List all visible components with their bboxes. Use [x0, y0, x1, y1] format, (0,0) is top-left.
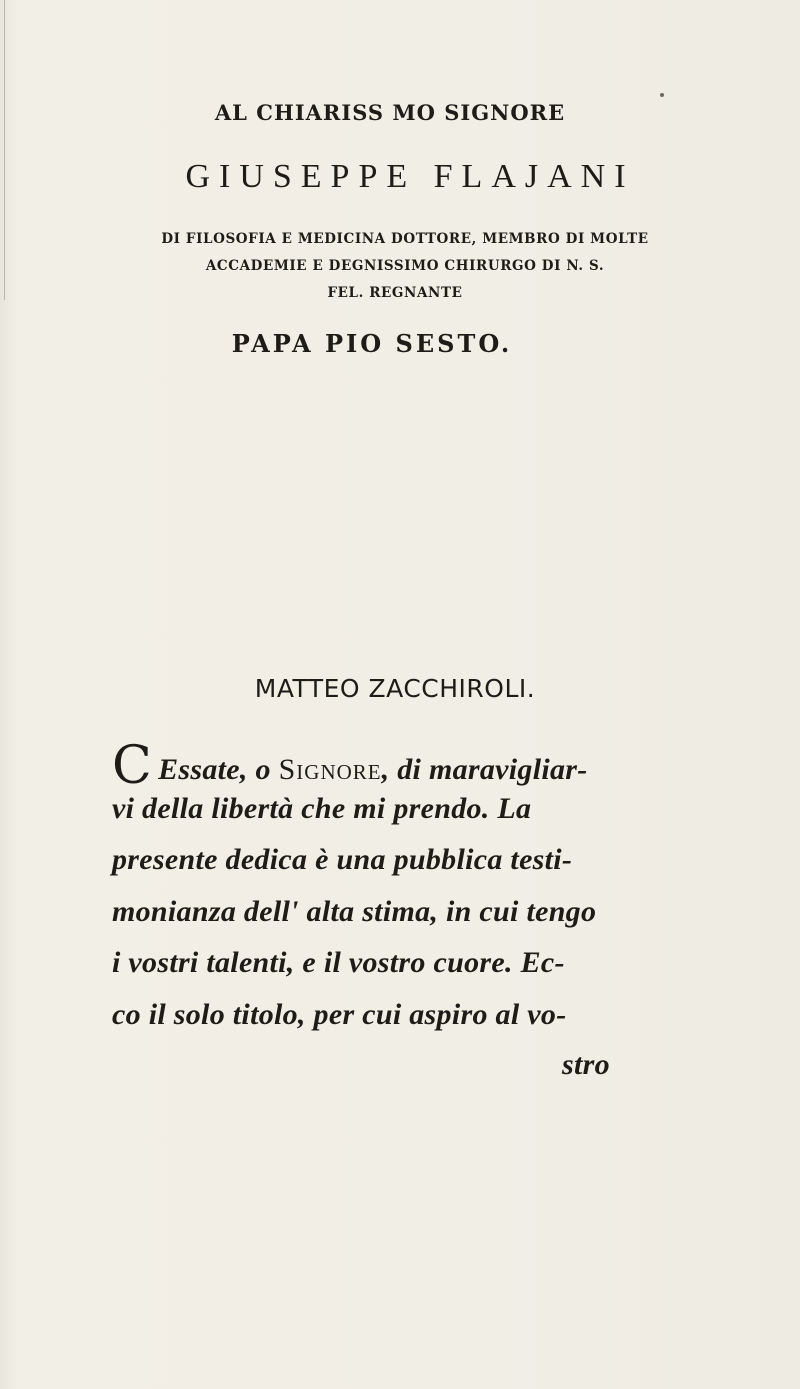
pope-title: PAPA PIO SESTO. — [231, 329, 513, 358]
dedication-salutation: AL CHIARISS MO SIGNORE — [214, 100, 566, 125]
drop-cap: C — [112, 736, 153, 796]
ink-spot — [660, 93, 664, 97]
body-line-1-start: Essate, o — [158, 753, 279, 786]
body-line-1 — [112, 736, 588, 796]
page-edge — [4, 0, 5, 300]
credentials-line-2: ACCADEMIE E DEGNISSIMO CHIRURGO DI N. S. — [205, 258, 605, 274]
body-line-1-end: , di maravigliar- — [381, 753, 588, 786]
body-line-4: monianza dell' alta stima, in cui tengo — [112, 895, 597, 928]
body-line-5: i vostri talenti, e il vostro cuore. Ec- — [112, 946, 565, 979]
dedicatee-name: GIUSEPPE FLAJANI — [185, 158, 635, 195]
author-name: MATTEO ZACCHIROLI. — [254, 674, 536, 703]
body-line-6: co il solo titolo, per cui aspiro al vo- — [112, 998, 567, 1031]
body-line-2: vi della libertà che mi prendo. La — [112, 792, 532, 825]
catchword: stro — [562, 1048, 610, 1081]
body-line-3: presente dedica è una pubblica testi- — [112, 843, 573, 876]
credentials-line-1: DI FILOSOFIA E MEDICINA DOTTORE, MEMBRO DI MOLTE — [161, 231, 649, 247]
credentials-line-3: FEL. REGNANTE — [327, 285, 463, 301]
signore-word: Signore — [278, 753, 382, 786]
